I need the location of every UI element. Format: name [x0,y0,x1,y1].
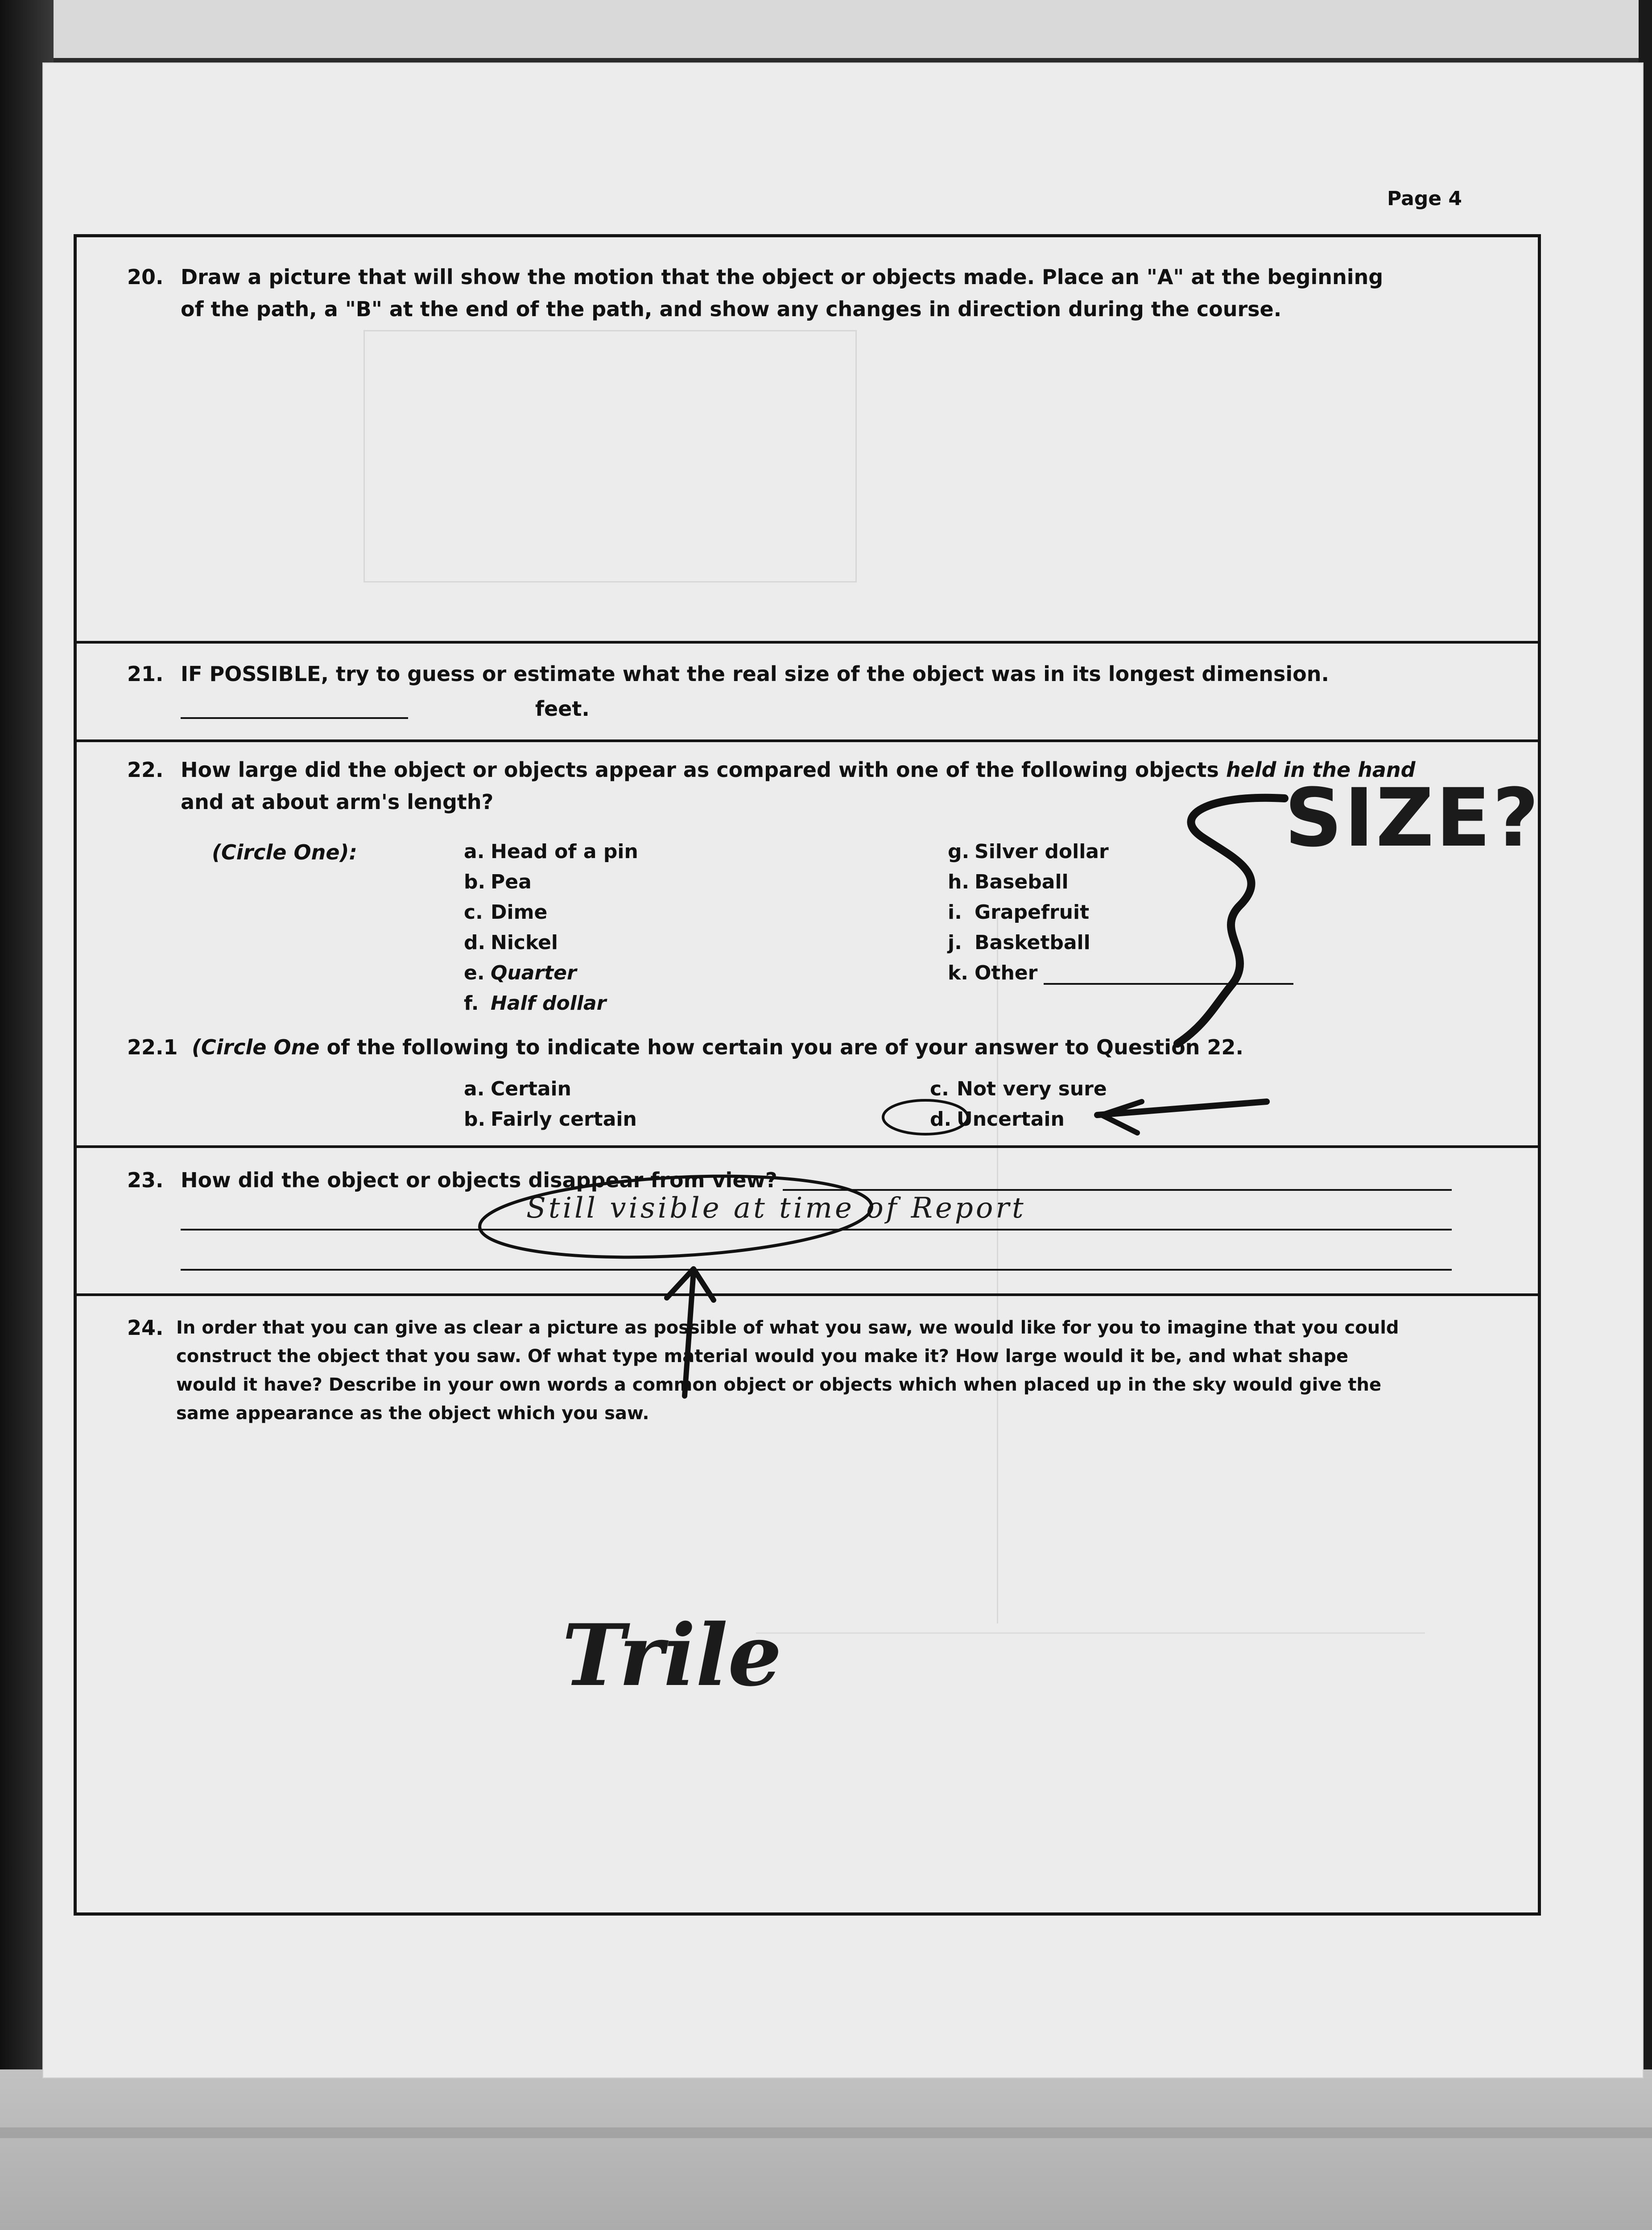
question-20-number: 20. [127,265,164,289]
option-letter: c. [464,901,483,924]
question-23-text: How did the object or objects disappear from view? [181,1168,777,1192]
option-label: Basketball [975,931,1090,954]
question-22-1-instruction: of the following to indicate how certain you are of your answer to Question 22. [319,1035,1243,1059]
option-letter: c. [930,1078,949,1100]
option-letter: j. [948,931,962,954]
option-label: Pea [491,871,532,893]
question-22-1-circle-one: (Circle One [192,1035,320,1059]
question-23-handwritten-answer: Still visible at time of Report [526,1192,1026,1225]
question-22-line-1-text: How large did the object or objects appear as compared with one of the following objects [181,758,1226,782]
option-label: Grapefruit [975,901,1090,924]
question-22-line-1-emphasis: held in the hand [1226,758,1416,782]
question-21-unit: feet. [535,697,590,721]
question-22-1-number: 22.1 [127,1035,178,1059]
option-label: Head of a pin [491,840,638,863]
option-label: Quarter [491,962,577,984]
option-label: Other [975,962,1038,984]
option-label: Certain [491,1078,571,1100]
option-letter: i. [948,901,962,924]
uncertain-circle-mark [883,1100,968,1134]
q23-answer-circle-mark [478,1167,874,1266]
option-letter: a. [464,1078,485,1100]
uncertain-arrow-head [1102,1102,1142,1133]
option-label: Uncertain [957,1108,1065,1131]
option-letter: b. [464,871,486,893]
question-22-line-2: and at about arm's length? [181,790,494,814]
question-24-line-2: construct the object that you saw. Of what type material would you make it? How large would it be, and what shape [176,1346,1349,1367]
question-23-number: 23. [127,1168,164,1192]
option-letter: k. [948,962,968,984]
question-22-number: 22. [127,758,164,782]
question-20-line-2: of the path, a "B" at the end of the path, and show any changes in direction during the course. [181,297,1282,321]
option-letter: b. [464,1108,486,1131]
option-letter: h. [948,871,970,893]
option-label: Silver dollar [975,840,1109,863]
option-letter: e. [464,962,485,984]
option-letter: g. [948,840,970,863]
option-label: Nickel [491,931,558,954]
option-label: Half dollar [491,992,607,1015]
question-21-line-1: IF POSSIBLE, try to guess or estimate what the real size of the object was in its longest dimension. [181,662,1329,686]
option-label: Not very sure [957,1078,1107,1100]
option-letter: d. [464,931,486,954]
question-22-circle-one: (Circle One): [212,840,357,864]
question-24-number: 24. [127,1316,164,1340]
question-20-line-1: Draw a picture that will show the motion that the object or objects made. Place an "A" at the beginning [181,265,1384,289]
question-24-line-1: In order that you can give as clear a picture as possible of what you saw, we would like for you to imagine that you could [176,1317,1399,1338]
option-letter: f. [464,992,479,1015]
size-note-squiggle-stroke [1177,798,1284,1044]
option-label: Dime [491,901,548,924]
question-22-handwritten-size-note: SIZE? [1284,772,1541,865]
option-label: Baseball [975,871,1069,893]
question-24-handwritten-answer: Trile [562,1606,782,1705]
question-21-number: 21. [127,662,164,686]
page-number: Page 4 [1387,187,1462,210]
option-letter: a. [464,840,485,863]
question-24-line-4: same appearance as the object which you saw. [176,1403,649,1424]
question-24-line-3: would it have? Describe in your own words a common object or objects which when placed up in the sky would give the [176,1375,1382,1395]
q23-arrow-shaft [685,1271,694,1396]
option-label: Fairly certain [491,1108,637,1131]
option-letter: d. [930,1108,952,1131]
